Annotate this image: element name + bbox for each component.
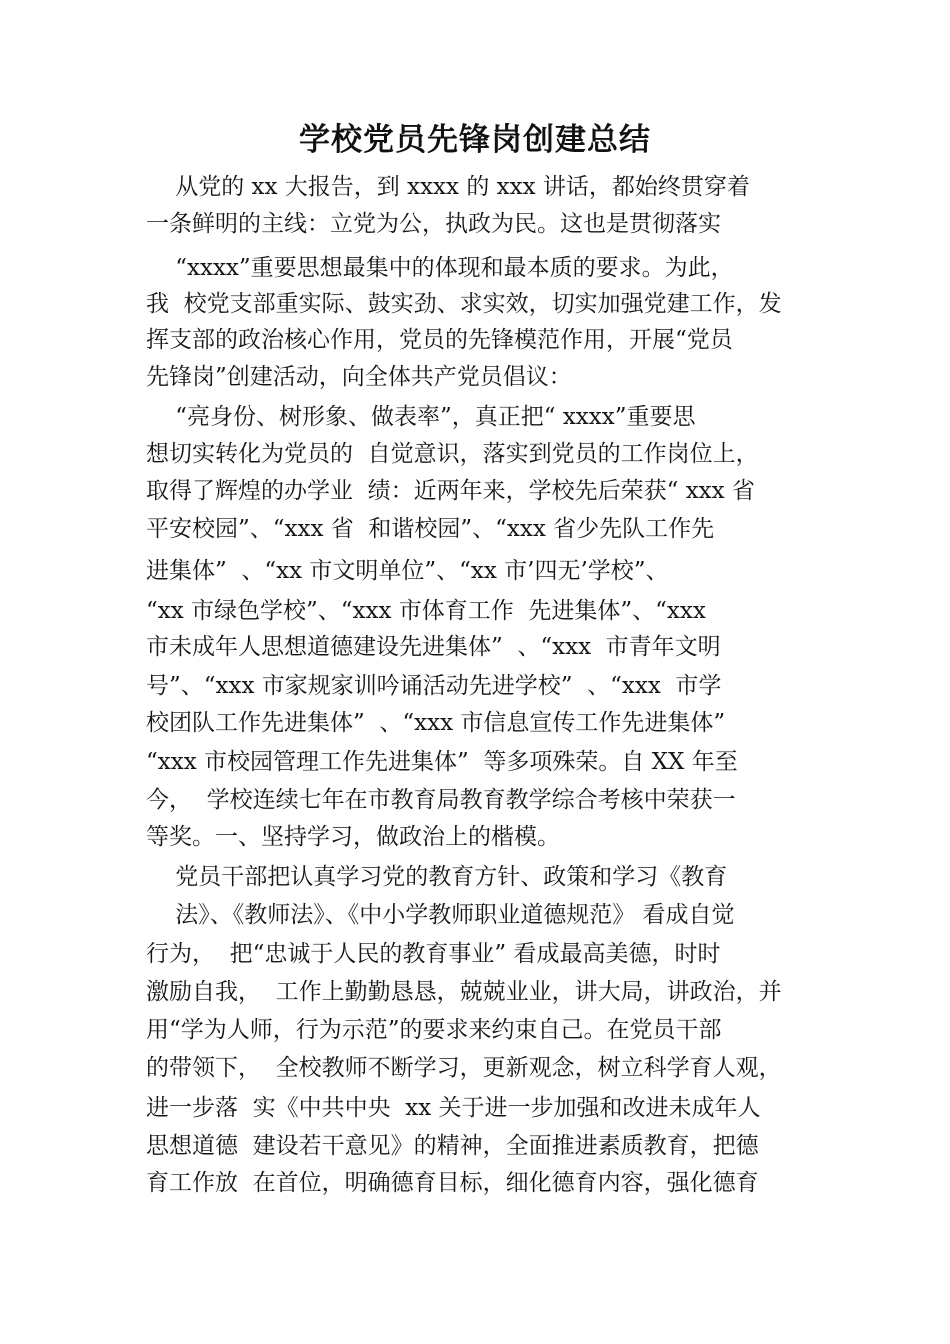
body-line: “xxxx”重要思想最集中的体现和最本质的要求。为此， [146, 255, 734, 281]
body-line: 一条鲜明的主线：立党为公，执政为民。这也是贯彻落实 [146, 211, 721, 237]
document-title: 学校党员先锋岗创建总结 [299, 122, 651, 158]
body-line: 法》、《教师法》、《中小学教师职业道德规范》 看成自觉 [146, 902, 735, 928]
body-line: 平安校园”、“xxx 省 和谐校园”、“xxx 省少先队工作先 [146, 516, 715, 542]
body-line: 激励自我， 工作上勤勤恳恳，兢兢业业，讲大局，讲政治，并 [146, 979, 782, 1005]
body-line: 先锋岗”创建活动，向全体共产党员倡议： [146, 364, 572, 390]
body-line: 进集体” 、“xx 市文明单位”、“xx 市’四无’学校”、 [146, 558, 669, 584]
body-line: 市未成年人思想道德建设先进集体” 、“xxx 市青年文明 [146, 634, 721, 660]
body-line: “亮身份、树形象、做表率”，真正把“ xxxx”重要思 [146, 404, 696, 430]
body-line: “xxx 市校园管理工作先进集体” 等多项殊荣。自 XX 年至 [146, 749, 738, 775]
body-line: 今， 学校连续七年在市教育局教育教学综合考核中荣获一 [146, 787, 736, 813]
body-line: 进一步落 实《中共中央 xx 关于进一步加强和改进未成年人 [146, 1095, 761, 1121]
body-line: 党员干部把认真学习党的教育方针、政策和学习《教育 [146, 864, 728, 890]
body-line: 挥支部的政治核心作用，党员的先锋模范作用，开展“党员 [146, 327, 733, 353]
body-line: 校团队工作先进集体” 、“xxx 市信息宣传工作先进集体” [146, 710, 726, 736]
body-line: 想切实转化为党员的 自觉意识，落实到党员的工作岗位上， [146, 441, 759, 467]
body-line: 我 校党支部重实际、鼓实劲、求实效，切实加强党建工作，发 [146, 291, 782, 317]
body-line: 从党的 xx 大报告，到 xxxx 的 xxx 讲话，都始终贯穿着 [146, 174, 750, 200]
body-line: 取得了辉煌的办学业 绩：近两年来，学校先后荣获“ xxx 省 [146, 478, 755, 504]
body-line: 行为， 把“忠诚于人民的教育事业” 看成最高美德，时时 [146, 941, 721, 967]
body-line: 思想道德 建设若干意见》的精神，全面推进素质教育，把德 [146, 1133, 759, 1159]
body-line: 等奖。一、坚持学习，做政治上的楷模。 [146, 824, 560, 850]
body-line: 的带领下， 全校教师不断学习，更新观念，树立科学育人观， [146, 1055, 782, 1081]
body-line: “xx 市绿色学校”、“xxx 市体育工作 先进集体”、“xxx [146, 598, 706, 624]
body-line: 号”、“xxx 市家规家训吟诵活动先进学校” 、“xxx 市学 [146, 673, 722, 699]
body-line: 育工作放 在首位，明确德育目标，细化德育内容，强化德育 [146, 1170, 759, 1196]
body-line: 用“学为人师，行为示范”的要求来约束自己。在党员干部 [146, 1017, 722, 1043]
